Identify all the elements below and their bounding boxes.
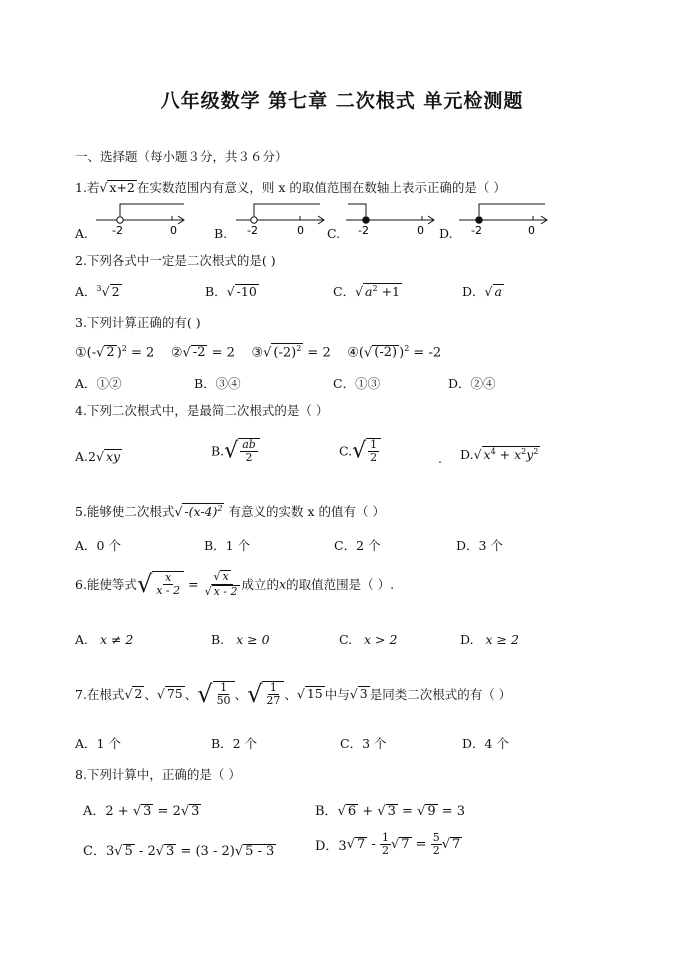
sqrt-icon: √ [441,837,450,853]
q1-suffix: 在实数范围内有意义，则 x 的取值范围在数轴上表示正确的是（ ） [136,180,506,195]
q4-option-a[interactable]: A.2√ xy [75,449,121,464]
sqrt-icon: √ [263,345,272,361]
q5-option-b[interactable]: B．1 个 [204,538,251,553]
q7-option-a[interactable]: A．1 个 [75,736,121,751]
q1-c-label-right: 0 [417,224,424,237]
question-2: 2.下列各式中一定是二次根式的是( ) [75,253,276,268]
sqrt-icon: √ [114,844,123,859]
q4-option-d[interactable]: D.√ $x^4 + x^2y^2$ [460,447,539,463]
open-dot-icon [251,217,257,223]
sqrt-icon: √ [346,837,355,853]
q1-b-label-left: -2 [247,224,258,237]
sqrt-icon: √ [132,804,142,819]
q1-a-label-right: 0 [170,224,177,237]
q6-option-c[interactable]: C. x > 2 [339,632,398,647]
q1-b-label-right: 0 [297,224,304,237]
sqrt-icon: √ [364,345,373,361]
closed-dot-icon [363,217,369,223]
q3-option-d[interactable]: D．②④ [448,376,496,391]
q8-option-b[interactable]: B．√ 6 + √ 3 = √ 9 = 3 [315,804,466,819]
sqrt-icon: √ [180,804,190,819]
q4-option-d-dot: . [438,451,442,466]
q4-option-c[interactable]: C.√ $\frac{1}{2}$ [339,438,381,464]
sqrt-icon: √ [101,284,110,299]
question-3: 3.下列计算正确的有( ) [75,315,201,330]
sqrt-icon: √ [226,284,235,299]
q4-option-b[interactable]: B.√ $\frac{ab}{2}$ [211,438,260,464]
q1-prefix: 1.若 [75,180,100,195]
q3-option-b[interactable]: B．③④ [194,376,241,391]
closed-dot-icon [476,217,482,223]
question-5: 5.能够使二次根式√ $-(x-4)^2$ 有意义的实数 x 的值有（ ） [75,503,385,519]
sqrt-icon: √ [355,284,364,299]
q3-option-a[interactable]: A．①② [75,376,122,391]
q2-option-a[interactable]: A．$^3$√ 2 [75,283,120,299]
q1-option-a-numberline[interactable] [92,198,192,238]
sqrt-icon: √ [349,686,358,702]
sqrt-icon: √ [155,844,165,859]
sqrt-icon: √ [377,804,386,819]
open-dot-icon [117,217,123,223]
sqrt-icon: √ [99,180,108,195]
q5-option-c[interactable]: C．2 个 [334,538,381,553]
section-heading: 一、选择题（每小题３分，共３６分） [75,149,288,164]
question-8: 8.下列计算中，正确的是（ ） [75,767,241,782]
q1-d-label-left: -2 [471,224,482,237]
sqrt-icon: √ [156,686,165,702]
sqrt-icon: √ [352,438,367,464]
sqrt-icon: √ [96,345,105,361]
sqrt-icon: √ [224,438,239,464]
q1-option-a-letter: A. [75,226,89,241]
sqrt-icon: √ [182,345,191,361]
q6-option-b[interactable]: B. x ≥ 0 [211,632,270,647]
sqrt-icon: √ [247,680,263,708]
q7-option-d[interactable]: D．4 个 [462,736,509,751]
q1-option-d-numberline[interactable] [455,198,555,238]
q5-option-a[interactable]: A．0 个 [75,538,121,553]
sqrt-icon: √ [204,584,212,598]
page-title: 八年级数学 第七章 二次根式 单元检测题 [160,90,524,112]
sqrt-icon: √ [390,837,400,853]
sqrt-icon: √ [124,686,133,702]
q8-option-c[interactable]: C．3√ 5 - 2√ 3 = (3 - 2)√ 5 - 3 [83,844,275,859]
q7-option-b[interactable]: B．2 个 [211,736,258,751]
sqrt-icon: √ [174,504,183,519]
sqrt-icon: √ [234,844,244,859]
sqrt-icon: √ [197,680,213,708]
question-4: 4.下列二次根式中，是最简二次根式的是（ ） [75,403,329,418]
q6-option-d[interactable]: D. x ≥ 2 [460,632,519,647]
question-6: 6.能使等式√ $\frac{x}{x - 2}$ = $\frac{√ x}{√ x - 2}$ 成立的x的取值范围是（ ）. [75,570,395,599]
root-index: 3 [96,283,102,293]
sqrt-icon: √ [417,804,426,819]
q7-option-c[interactable]: C．3 个 [340,736,387,751]
sqrt-icon: √ [296,686,305,702]
q1-option-b-letter: B. [214,226,228,241]
sqrt-icon: √ [484,284,493,299]
q6-option-a[interactable]: A. x ≠ 2 [75,632,134,647]
q5-option-d[interactable]: D．3 个 [456,538,503,553]
q8-option-d[interactable]: D．3√ 7 - $\frac{1}{2}$ √ 7 = $\frac{5}{2}$ √ 7 [315,831,461,858]
q1-c-label-left: -2 [358,224,369,237]
q2-option-d[interactable]: D．√ a [462,284,502,299]
sqrt-icon: √ [213,570,221,583]
question-7: 7.在根式√ 2 、√ 75 、√ $\frac{1}{50}$ 、√ $\frac{1}{27}$ 、√ 15 中与√ 3 是同类二次根式的有（ ） [75,680,512,708]
q8-option-a[interactable]: A．2 + √ 3 = 2√ 3 [83,804,200,819]
sqrt-icon: √ [95,449,104,464]
sqrt-icon: √ [337,804,346,819]
q2-option-c[interactable]: C．√ $a^2 +1$ [333,283,400,299]
q1-option-d-letter: D. [439,226,453,241]
q1-option-c-letter: C. [327,226,341,241]
q1-radicand: x+2 [109,180,135,195]
q1-option-b-numberline[interactable] [232,198,332,238]
q3-statements: ①(-√ 2 )$^2$ = 2 ②√ -2 = 2 ③√ $(-2)^2 = 2$ ④(√ (-2) )$^2$ = -2 [75,344,442,361]
question-1 [75,178,506,196]
sqrt-icon: √ [473,447,482,463]
q2-option-b[interactable]: B．√ -10 [205,284,257,299]
q1-d-label-right: 0 [528,224,535,237]
q1-a-label-left: -2 [112,224,123,237]
q1-option-c-numberline[interactable] [342,198,442,238]
sqrt-icon: √ [136,570,153,599]
q3-option-c[interactable]: C．①③ [333,376,381,391]
